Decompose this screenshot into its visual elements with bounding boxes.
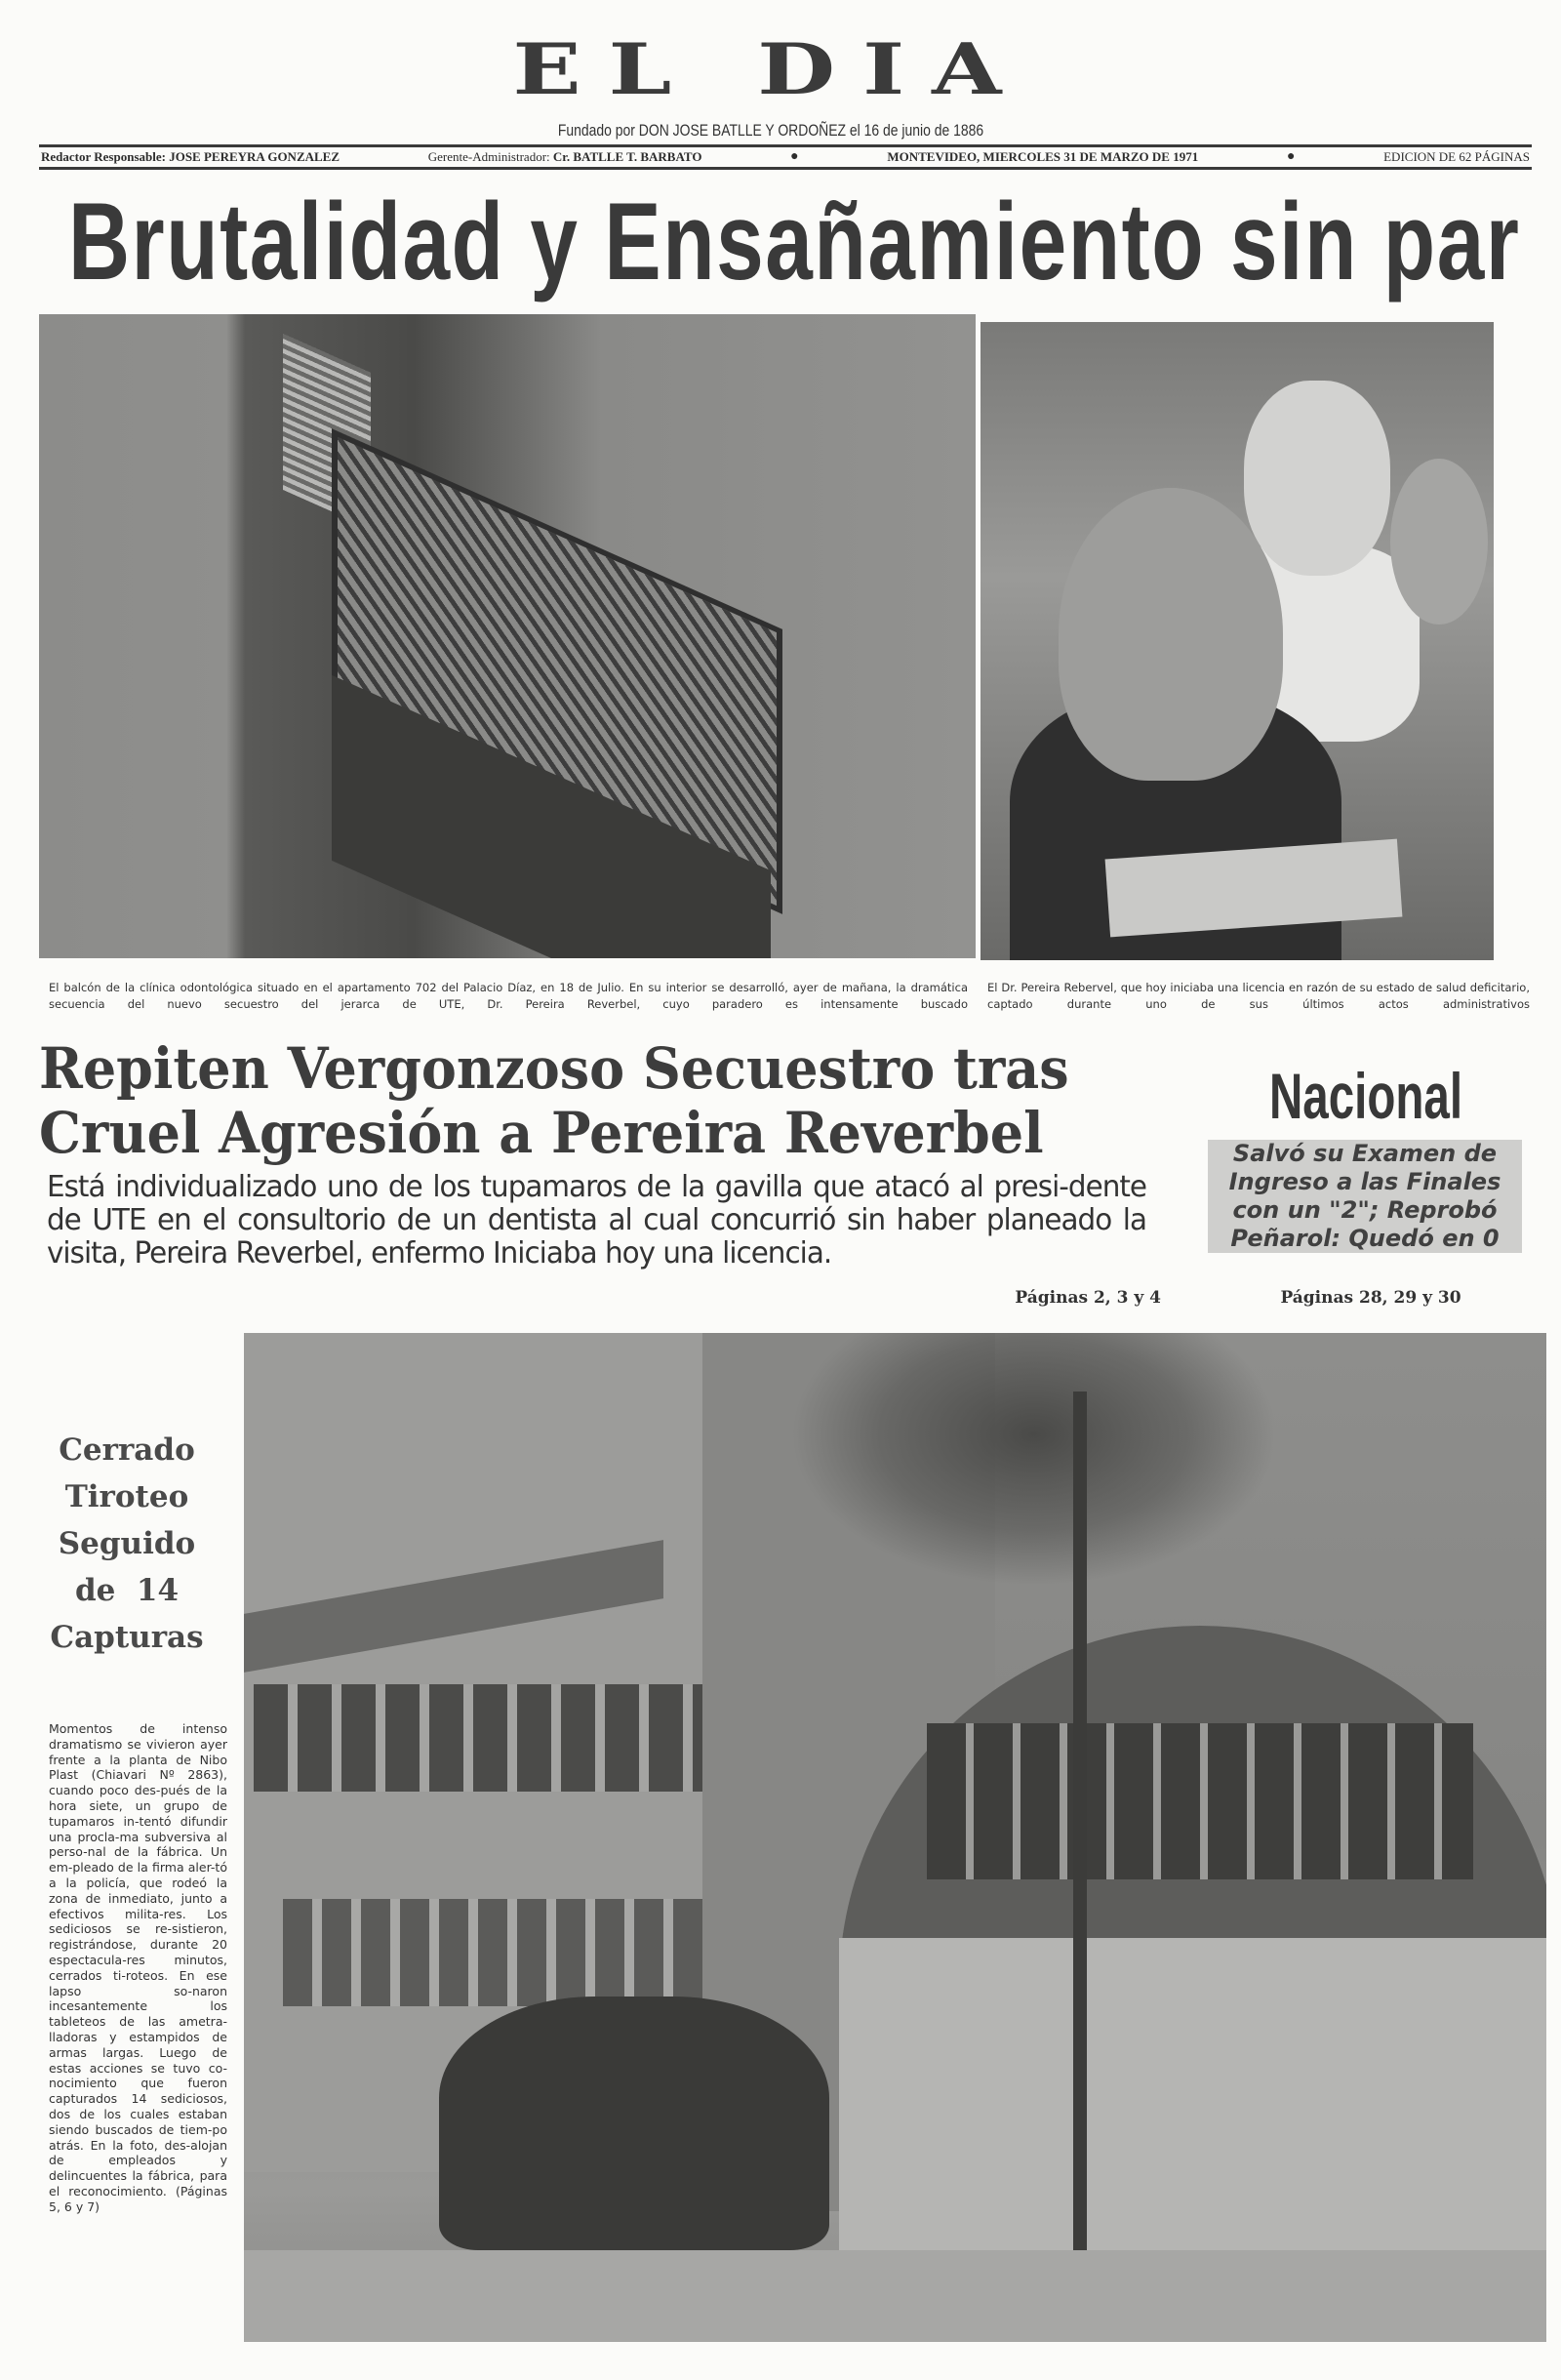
man-head-shape <box>1059 488 1283 781</box>
portrait-photo <box>981 322 1494 960</box>
street-shape <box>244 2250 1546 2342</box>
story-headline-line-2: Cruel Agresión a Pereira Reverbel <box>39 1100 1044 1166</box>
edition-info: EDICION DE 62 PÁGINAS <box>1383 149 1530 164</box>
wall-shape <box>839 1938 1546 2270</box>
second-man-shape <box>1390 459 1488 625</box>
story-page-reference: Páginas 2, 3 y 4 <box>1015 1288 1161 1308</box>
bullet-icon: ● <box>1286 149 1296 164</box>
manager-credit <box>428 149 702 165</box>
balcony-photo <box>39 314 976 958</box>
windows-shape <box>283 1899 712 2006</box>
info-bar <box>39 144 1532 170</box>
portrait-caption: El Dr. Pereira Rebervel, que hoy iniciaba una licencia en razón de su estado de salud deficitario, captado durante uno de sus últimos actos administrativos <box>987 981 1530 1011</box>
place-day: MONTEVIDEO, MIERCOLES <box>887 149 1061 164</box>
story-headline-line-1: Repiten Vergonzoso Secuestro tras <box>39 1035 1069 1102</box>
sidebar-headline-line: Seguido <box>58 1526 196 1561</box>
founded-line: Fundado por DON JOSE BATLLE Y ORDOÑEZ el 16 de junio de 1886 <box>557 121 984 140</box>
newspaper-masthead: EL DIA <box>512 28 1029 111</box>
sidebar-headline-line: de 14 <box>74 1573 180 1608</box>
manager-label: Gerente-Administrador: <box>427 149 550 164</box>
sidebar-body: Momentos de intenso dramatismo se vivieron ayer frente a la planta de Nibo Plast (Chiavari Nº 2863), cuando poco des-pués de la hora siete, un grupo de tupamaros in-tentó difundir una procla-ma subversiva al perso-nal de la fábrica. Un em-pleado de la firma aler-tó a la policía, que rodeó la zona de inmediato, junto a efectivos milita-res. Los sediciosos se re-sistieron, registrándose, durante 20 espectacula-res minutos, cerrados ti-roteos. En ese lapso so-naron incesantemente los tableteos de las ametra-lladoras y estampidos de armas largas. Luego de estas acciones se tuvo co-nocimiento que fueron capturados 14 sediciosos, dos de los cuales estaban siendo buscados de tiem-po atrás. En la foto, des-alojan de empleados y delincuentes la fábrica, para el reconocimiento. (Páginas 5, 6 y 7) <box>49 1721 227 2214</box>
story-deck: Está individualizado uno de los tupamaros de la gavilla que atacó al presi-dente de UTE en el consultorio de un dentista al cual concurrió sin haber planeado la visita, Pereira Reverbel, enfermo Iniciaba hoy una licencia. <box>47 1170 1146 1271</box>
sports-headline: Nacional <box>1268 1060 1463 1132</box>
editor-credit <box>41 149 340 165</box>
editor-name: JOSE PEREYRA GONZALEZ <box>169 149 340 164</box>
sidebar-headline-line: Cerrado <box>59 1432 195 1468</box>
manager-name: Cr. BATLLE T. BARBATO <box>552 149 702 164</box>
sidebar-headline-line: Capturas <box>50 1620 204 1655</box>
story-headline <box>39 1036 1101 1165</box>
tree-shape <box>790 1333 1278 1587</box>
factory-photo <box>244 1333 1546 2342</box>
main-headline: Brutalidad y Ensañamiento sin par <box>68 181 1521 303</box>
sidebar-headline <box>29 1427 224 1661</box>
balcony-caption: El balcón de la clínica odontológica situado en el apartamento 702 del Palacio Díaz, en 18 de Julio. En su interior se desarrolló, ayer de mañana, la dramática secuencia del nuevo secuestro del jerarca de UTE, Dr. Pereira Reverbel, cuyo paradero es intensamente buscado <box>49 981 968 1011</box>
crowd-shape <box>439 1997 829 2250</box>
sports-page-reference: Páginas 28, 29 y 30 <box>1280 1288 1461 1308</box>
windows-shape <box>254 1684 702 1792</box>
dateline <box>887 149 1198 165</box>
issue-date: 31 DE MARZO DE 1971 <box>1063 149 1199 164</box>
woman-head-shape <box>1244 381 1390 576</box>
arch-windows-shape <box>927 1723 1473 1879</box>
pole-shape <box>1073 1392 1087 2299</box>
sidebar-headline-line: Tiroteo <box>64 1479 189 1514</box>
bullet-icon: ● <box>790 149 799 164</box>
editor-label: Redactor Responsable: <box>41 149 166 164</box>
sports-deck: Salvó su Examen de Ingreso a las Finales con un "2"; Reprobó Peñarol: Quedó en 0 <box>1208 1140 1522 1253</box>
